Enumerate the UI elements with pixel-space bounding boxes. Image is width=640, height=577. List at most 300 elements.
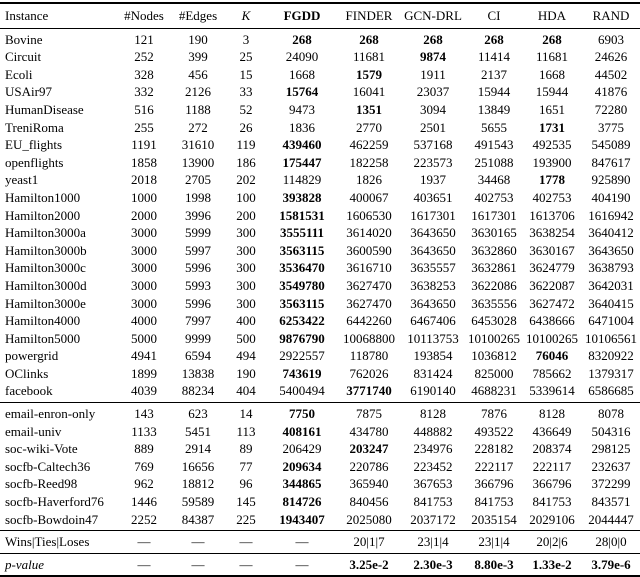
value-cell: 14 [239,406,253,422]
value-cell: 145 [236,494,256,510]
value-cell: 3000 [131,260,157,276]
value-cell: 1617301 [471,207,517,223]
table-row [0,119,640,137]
value-cell: 3.79e-6 [591,556,631,572]
value-cell: 3643650 [410,295,456,311]
value-cell: 222117 [532,458,572,474]
value-cell: 34468 [477,172,511,188]
value-cell: 209634 [282,458,322,474]
value-cell: 3775 [598,119,624,135]
value-cell: 119 [236,137,256,153]
value-cell: 2705 [185,172,211,188]
table-row [0,101,640,119]
value-cell: 11681 [352,49,386,65]
value-cell: 1.33e-2 [532,556,572,572]
value-cell: 1778 [539,172,565,188]
value-cell: 190 [188,31,208,47]
value-cell: 24090 [285,49,319,65]
value-cell: 6438666 [529,313,575,329]
table-row [0,347,640,365]
table-row [0,423,640,441]
column-header-finder: FINDER [345,8,393,23]
value-cell: 5339614 [529,383,575,399]
column-header-instance: Instance [5,8,49,23]
table-row [0,48,640,66]
value-cell: 2914 [185,441,211,457]
value-cell: 5996 [185,295,211,311]
column-header-hda: HDA [537,8,567,23]
value-cell: 193854 [413,348,453,364]
value-cell: 2770 [356,119,382,135]
value-cell: 234976 [413,441,453,457]
summary-row [0,531,640,554]
value-cell: 1998 [185,189,211,205]
value-cell: 1826 [356,172,382,188]
value-cell: 16041 [352,84,386,100]
value-cell: 1191 [131,137,157,153]
summary-row [0,553,640,576]
column-header-gcn-drl: GCN-DRL [404,8,462,23]
value-cell: 268 [292,31,312,47]
value-cell: 762026 [349,365,389,381]
value-cell: 1836 [289,119,315,135]
value-cell: 251088 [474,154,514,170]
value-cell: 232637 [591,458,631,474]
value-cell: 77 [239,458,253,474]
value-cell: 13900 [181,154,215,170]
value-cell: 9876790 [279,330,325,346]
value-cell: 255 [134,119,154,135]
value-cell: 15944 [477,84,511,100]
value-cell: — [137,534,151,550]
value-cell: 3638254 [529,225,575,241]
instance-cell: Hamilton3000d [5,277,87,293]
value-cell: 3616710 [346,260,392,276]
value-cell: 7750 [289,406,315,422]
instance-cell: Hamilton5000 [5,330,81,346]
value-cell: 31610 [181,137,215,153]
value-cell: 1668 [539,66,565,82]
value-cell: 1446 [131,494,157,510]
value-cell: 175447 [282,154,322,170]
value-cell: 203247 [349,441,389,457]
instance-cell: socfb-Caltech36 [5,458,91,474]
value-cell: 504316 [591,423,631,439]
table-body-benchmarks [0,28,640,402]
value-cell: 843571 [591,494,631,510]
table-row [0,189,640,207]
value-cell: 825000 [474,365,514,381]
value-cell: 200 [236,207,256,223]
instance-cell: Hamilton3000b [5,242,87,258]
instance-cell: Hamilton3000c [5,260,86,276]
value-cell: 365940 [349,476,389,492]
value-cell: 402753 [474,189,514,205]
value-cell: 186 [236,154,256,170]
value-cell: 1911 [420,66,446,82]
value-cell: 7876 [481,406,507,422]
value-cell: 118780 [349,348,389,364]
value-cell: 3635557 [410,260,456,276]
value-cell: 408161 [282,423,322,439]
table-header [0,3,640,28]
value-cell: 3627472 [529,295,575,311]
table-row [0,66,640,84]
value-cell: 3638253 [410,277,456,293]
value-cell: 372299 [591,476,631,492]
value-cell: 6586685 [588,383,634,399]
header-row [0,3,640,28]
instance-cell: yeast1 [5,172,39,188]
value-cell: 2501 [420,119,446,135]
value-cell: 8128 [539,406,565,422]
value-cell: 332 [134,84,154,100]
value-cell: 5451 [185,423,211,439]
value-cell: 223573 [413,154,453,170]
value-cell: 5993 [185,277,211,293]
value-cell: 1379317 [588,365,634,381]
value-cell: 3000 [131,295,157,311]
value-cell: 493522 [474,423,514,439]
value-cell: 462259 [349,137,389,153]
instance-cell: EU_flights [5,137,63,153]
value-cell: 434780 [349,423,389,439]
results-table [0,2,640,577]
value-cell: 399 [188,49,208,65]
value-cell: 9999 [185,330,211,346]
value-cell: 3635556 [471,295,517,311]
value-cell: 25 [239,49,253,65]
value-cell: 268 [542,31,562,47]
instance-cell: socfb-Reed98 [5,476,78,492]
instance-cell: TreniRoma [5,119,64,135]
value-cell: 6453028 [471,313,517,329]
value-cell: — [191,556,205,572]
value-cell: 1351 [356,101,382,117]
value-cell: 15944 [535,84,569,100]
value-cell: 28|0|0 [595,534,627,550]
value-cell: 193900 [532,154,572,170]
value-cell: 11681 [535,49,569,65]
value-cell: 6442260 [346,313,392,329]
instance-cell: powergrid [5,348,59,364]
value-cell: 20|2|6 [536,534,568,550]
value-cell: — [295,556,309,572]
value-cell: 3643650 [588,242,634,258]
value-cell: 23|1|4 [417,534,449,550]
instance-cell: HumanDisease [5,101,84,117]
table-row [0,242,640,260]
instance-cell: soc-wiki-Vote [5,441,78,457]
table-row [0,511,640,531]
value-cell: 5997 [185,242,211,258]
value-cell: 3640415 [588,295,634,311]
value-cell: 2252 [131,511,157,527]
table-row [0,365,640,383]
value-cell: 143 [134,406,154,422]
instance-cell: email-univ [5,423,62,439]
value-cell: 3627470 [346,295,392,311]
value-cell: 13838 [181,365,215,381]
value-cell: 10113753 [407,330,459,346]
value-cell: 841753 [474,494,514,510]
value-cell: 182258 [349,154,389,170]
value-cell: 3632861 [471,260,517,276]
value-cell: 1613706 [529,207,575,223]
value-cell: 1579 [356,66,382,82]
value-cell: 3771740 [346,383,392,399]
value-cell: 1581531 [279,207,325,223]
value-cell: 3624779 [529,260,575,276]
value-cell: 228182 [474,441,514,457]
value-cell: 7997 [185,313,211,329]
value-cell: 2018 [131,172,157,188]
column-header-edges: #Edges [178,8,218,23]
value-cell: 3643650 [410,225,456,241]
value-cell: — [191,534,205,550]
value-cell: 220786 [349,458,389,474]
value-cell: 268 [423,31,443,47]
value-cell: 11414 [477,49,511,65]
value-cell: 9874 [420,49,446,65]
value-cell: 1858 [131,154,157,170]
value-cell: 268 [484,31,504,47]
value-cell: 4688231 [471,383,517,399]
value-cell: 2137 [481,66,507,82]
value-cell: 5400494 [279,383,325,399]
value-cell: — [295,534,309,550]
value-cell: 26 [239,119,253,135]
value-cell: 436649 [532,423,572,439]
value-cell: 208374 [532,441,572,457]
value-cell: 52 [239,101,253,117]
value-cell: 300 [236,260,256,276]
value-cell: 3622087 [529,277,575,293]
value-cell: 1616942 [588,207,634,223]
value-cell: 33 [239,84,253,100]
value-cell: 20|1|7 [353,534,385,550]
value-cell: 1606530 [346,207,392,223]
table-row [0,440,640,458]
value-cell: 23|1|4 [478,534,510,550]
value-cell: 8128 [420,406,446,422]
column-header-nodes: #Nodes [124,8,164,23]
value-cell: 400067 [349,189,389,205]
value-cell: 847617 [591,154,631,170]
instance-cell: socfb-Haverford76 [5,494,104,510]
value-cell: 1000 [131,189,157,205]
value-cell: 114829 [282,172,322,188]
value-cell: 2025080 [346,511,392,527]
table-row [0,83,640,101]
table-row [0,312,640,330]
value-cell: 6903 [598,31,624,47]
value-cell: 1731 [539,119,565,135]
instance-cell: socfb-Bowdoin47 [5,511,99,527]
table-row [0,330,640,348]
value-cell: 2029106 [529,511,575,527]
column-header-rand: RAND [592,8,630,23]
value-cell: 2035154 [471,511,517,527]
instance-cell: Hamilton3000e [5,295,86,311]
instance-cell: facebook [5,383,53,399]
value-cell: 889 [134,441,154,457]
table-row [0,382,640,402]
value-cell: 4039 [131,383,157,399]
value-cell: 402753 [532,189,572,205]
value-cell: 10068800 [343,330,395,346]
instance-cell: USAir97 [5,84,52,100]
value-cell: 537168 [413,137,453,153]
value-cell: 3632860 [471,242,517,258]
table-row [0,136,640,154]
value-cell: 8.80e-3 [474,556,514,572]
value-cell: 6471004 [588,313,634,329]
value-cell: 2126 [185,84,211,100]
value-cell: 298125 [591,441,631,457]
value-cell: 72280 [594,101,628,117]
value-cell: 491543 [474,137,514,153]
value-cell: 840456 [349,494,389,510]
value-cell: 1651 [539,101,565,117]
value-cell: 268 [359,31,379,47]
value-cell: 2922557 [279,348,325,364]
value-cell: 89 [239,441,253,457]
value-cell: 769 [134,458,154,474]
table-row [0,28,640,48]
value-cell: 393828 [282,189,322,205]
value-cell: 1943407 [279,511,325,527]
value-cell: 84387 [181,511,215,527]
value-cell: 225 [236,511,256,527]
value-cell: 10100265 [526,330,578,346]
value-cell: 3622086 [471,277,517,293]
value-cell: 925890 [591,172,631,188]
value-cell: 6594 [185,348,211,364]
value-cell: 16656 [181,458,215,474]
value-cell: 8320922 [588,348,634,364]
value-cell: 5996 [185,260,211,276]
value-cell: 6190140 [410,383,456,399]
value-cell: 5000 [131,330,157,346]
value-cell: 3563115 [279,242,325,258]
value-cell: 5655 [481,119,507,135]
value-cell: 96 [239,476,253,492]
table-body-social-networks [0,403,640,531]
table-row [0,154,640,172]
value-cell: 202 [236,172,256,188]
value-cell: 1937 [420,172,446,188]
value-cell: 3642031 [588,277,634,293]
value-cell: — [239,556,253,572]
table-row [0,403,640,423]
value-cell: 113 [236,423,256,439]
value-cell: 439460 [282,137,322,153]
value-cell: 3.25e-2 [349,556,389,572]
value-cell: 100 [236,189,256,205]
value-cell: 3643650 [410,242,456,258]
value-cell: 3563115 [279,295,325,311]
instance-cell: email-enron-only [5,406,96,422]
value-cell: 516 [134,101,154,117]
value-cell: 3627470 [346,277,392,293]
value-cell: 1188 [185,101,211,117]
value-cell: 3549780 [279,277,325,293]
value-cell: 841753 [532,494,572,510]
value-cell: 2000 [131,207,157,223]
instance-cell: Circuit [5,49,42,65]
value-cell: 328 [134,66,154,82]
value-cell: 88234 [181,383,215,399]
instance-cell: Hamilton3000a [5,225,86,241]
value-cell: 785662 [532,365,572,381]
value-cell: 9473 [289,101,315,117]
table-row [0,493,640,511]
value-cell: 13849 [477,101,511,117]
value-cell: 300 [236,277,256,293]
value-cell: 3 [242,31,250,47]
value-cell: 190 [236,365,256,381]
instance-cell: p-value [5,556,44,572]
table-row [0,295,640,313]
value-cell: 18812 [181,476,215,492]
value-cell: 300 [236,225,256,241]
value-cell: 10100265 [468,330,520,346]
value-cell: 1899 [131,365,157,381]
value-cell: 272 [188,119,208,135]
value-cell: 3555111 [279,225,325,241]
value-cell: 121 [134,31,154,47]
table-row [0,207,640,225]
value-cell: 1617301 [410,207,456,223]
value-cell: 206429 [282,441,322,457]
value-cell: 1133 [131,423,157,439]
value-cell: 41876 [594,84,628,100]
value-cell: 3000 [131,225,157,241]
value-cell: 3536470 [279,260,325,276]
value-cell: 344865 [282,476,322,492]
table-row [0,171,640,189]
value-cell: 494 [236,348,256,364]
value-cell: 403651 [413,189,453,205]
value-cell: 962 [134,476,154,492]
value-cell: 4941 [131,348,157,364]
value-cell: 623 [188,406,208,422]
column-header-fgdd: FGDD [283,8,321,23]
value-cell: 15 [239,66,253,82]
value-cell: 831424 [413,365,453,381]
column-header-ci: CI [487,8,501,23]
value-cell: 456 [188,66,208,82]
instance-cell: Hamilton4000 [5,313,81,329]
column-header-k: K [241,8,251,23]
value-cell: 44502 [594,66,628,82]
value-cell: 3094 [420,101,446,117]
value-cell: 500 [236,330,256,346]
value-cell: 448882 [413,423,453,439]
value-cell: 252 [134,49,154,65]
instance-cell: openflights [5,154,64,170]
value-cell: 6467406 [410,313,456,329]
value-cell: 400 [236,313,256,329]
value-cell: 7875 [356,406,382,422]
value-cell: 3000 [131,277,157,293]
value-cell: 8078 [598,406,624,422]
value-cell: — [239,534,253,550]
value-cell: 1668 [289,66,315,82]
value-cell: 2044447 [588,511,634,527]
value-cell: 545089 [591,137,631,153]
